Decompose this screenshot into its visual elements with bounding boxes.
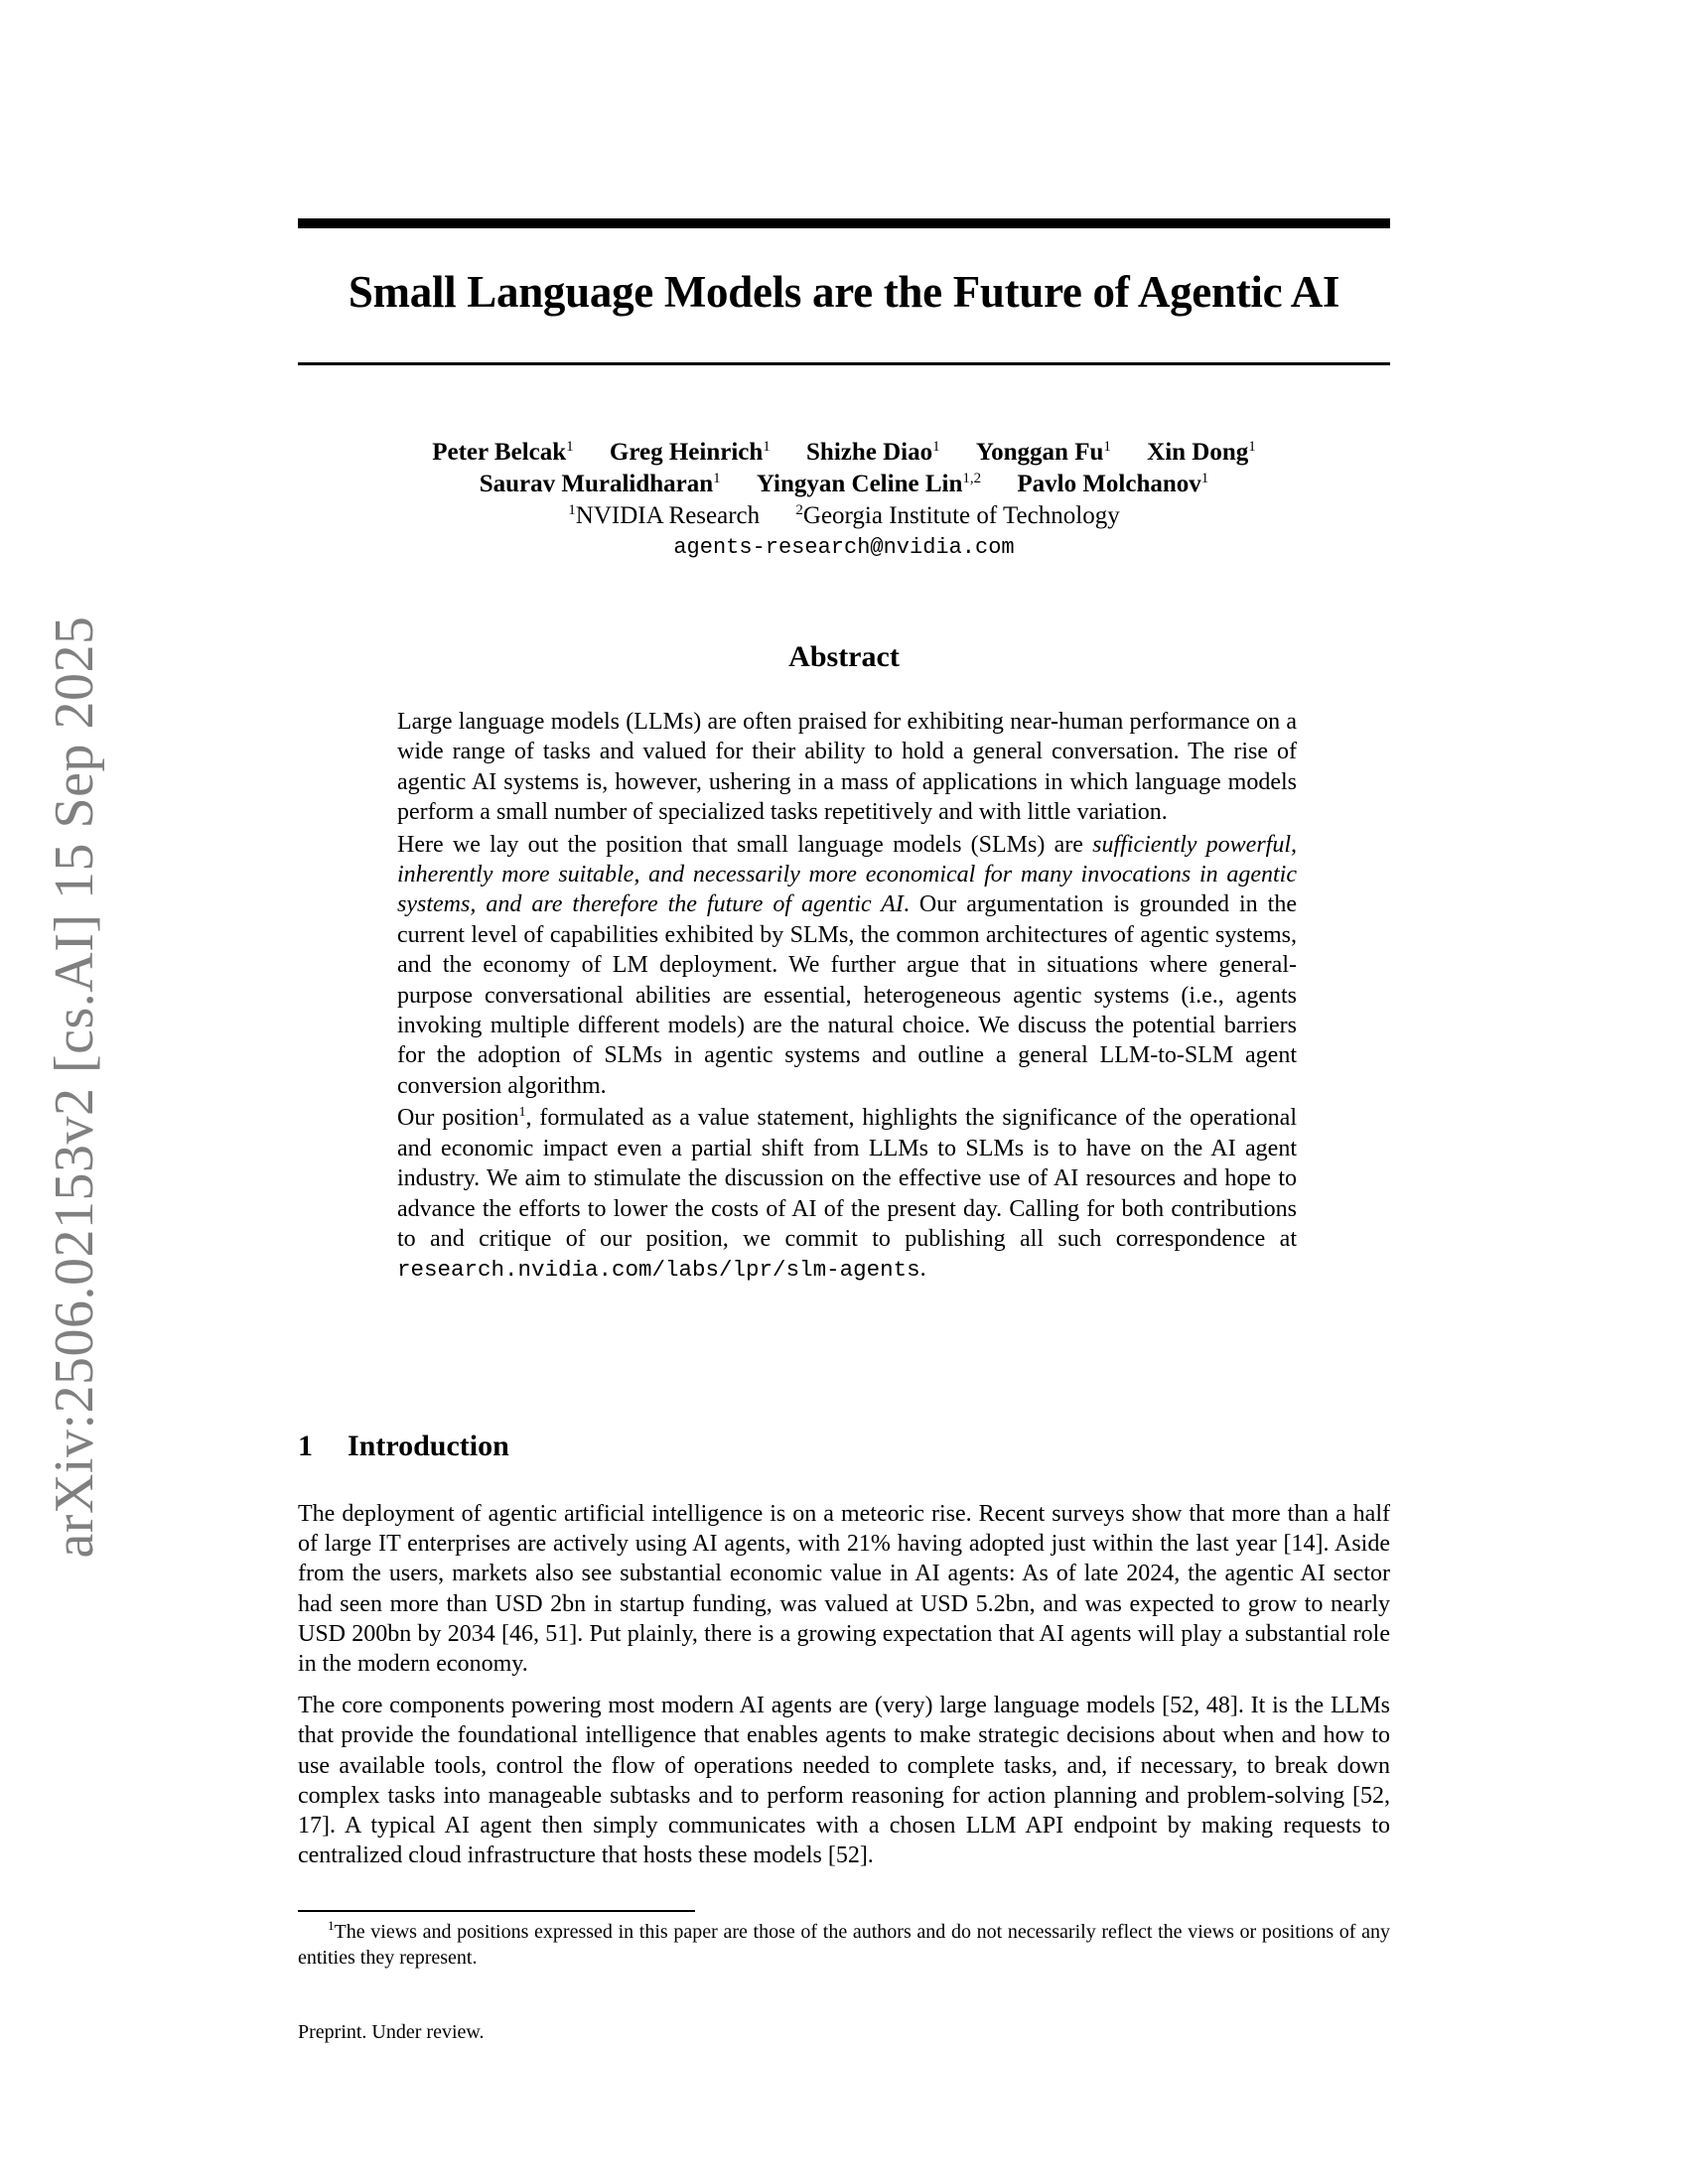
author-affil-mark: 1,2 [962,471,982,486]
abstract-heading: Abstract [788,640,900,673]
introduction-body [298,1499,1390,1882]
text-span: Our position [397,1105,519,1132]
author-name: Pavlo Molchanov [1017,471,1201,497]
author-row-2 [298,469,1390,500]
affil-mark: 2 [795,502,803,518]
title-rule-bottom [298,362,1390,365]
text-span: . Our argumentation is grounded in the current level of capabilities exhibited by SLMs, the common architectures of agentic systems, and the economy of LM deployment. We further argue that in situations where general-purpose conversational abilities are essential, heterogeneous agentic systems (i.e., agents invoking multiple different models) are the natural choice. We discuss the potential barriers for the adoption of SLMs in agentic systems and outline a general LLM-to-SLM agent conversion algorithm. [397,891,1298,1099]
author-name: Yingyan Celine Lin [756,471,963,497]
text-span: , formulated as a value statement, highlights the significance of the operational and economic impact even a partial shift from LLMs to SLMs is to have on the AI agent industry. We aim to stimulate the discussion on the effective use of AI resources and hope to advance the efforts to lower the costs of AI of the present day. Calling for both contributions to and critique of our position, we commit to publishing all such correspondence at [397,1105,1298,1252]
abstract-paragraph: Large language models (LLMs) are often praised for exhibiting near-human performance on a wide range of tasks and valued for their ability to hold a general conversation. The rise of agentic AI systems is, however, ushering in a mass of applications in which language models perform a small number of specialized tasks repetitively and with little variation. [397,709,1297,826]
author-name: Saurav Muralidharan [479,471,714,497]
author-affil-mark: 1 [932,439,940,455]
section-title: Introduction [348,1430,509,1462]
arxiv-stamp: arXiv:2506.02153v2 [cs.AI] 15 Sep 2025 [44,615,105,1559]
author-affil-mark: 1 [713,471,721,486]
footnote-mark[interactable]: 1 [518,1105,526,1121]
body-paragraph: The deployment of agentic artificial intelligence is on a meteoric rise. Recent surveys show that more than a half of large IT enterprises are actively using AI agents, with 21% having adopted just within the last year [14]. Aside from the users, markets also see substantial economic value in AI agents: As of late 2024, the agentic AI sector had seen more than USD 2bn in startup funding, was valued at USD 5.2bn, and was expected to grow to nearly USD 200bn by 2034 [46, 51]. Put plainly, there is a growing expectation that AI agents will play a substantial role in the modern economy. [298,1501,1390,1678]
author-block [298,437,1390,564]
author-affil-mark: 1 [763,439,771,455]
author-name: Peter Belcak [432,439,567,466]
abstract-paragraph [397,1103,1297,1285]
affiliation: Georgia Institute of Technology [802,502,1120,529]
author-affil-mark: 1 [566,439,574,455]
footnote-rule [298,1910,695,1912]
footnote [298,1919,1390,1971]
section-heading-introduction [298,1430,509,1463]
author-name: Greg Heinrich [609,439,764,466]
preprint-note: Preprint. Under review. [298,2021,485,2043]
position-statement: sufficiently powerful, inherently more suitable, and necessarily more economical for many invocations in agentic systems, and are therefore the future of agentic AI [397,831,1298,918]
abstract-body [397,707,1297,1288]
author-affil-mark: 1 [1248,439,1256,455]
footnote-text: The views and positions expressed in this paper are those of the authors and do not necessarily reflect the views or positions of any entities they represent. [298,1921,1390,1969]
author-name: Yonggan Fu [975,439,1104,466]
abstract-paragraph [397,830,1297,1102]
paper-title: Small Language Models are the Future of Agentic AI [348,267,1340,317]
affiliations [298,500,1390,532]
section-number: 1 [298,1430,313,1462]
title-rule-top [298,218,1390,228]
author-row-1 [298,437,1390,469]
affiliation: NVIDIA Research [575,502,761,529]
text-span: Here we lay out the position that small language models (SLMs) are [397,831,1093,858]
project-url[interactable]: research.nvidia.com/labs/lpr/slm-agents [397,1257,920,1284]
author-affil-mark: 1 [1200,471,1209,486]
author-affil-mark: 1 [1103,439,1111,455]
affil-mark: 1 [568,502,576,518]
author-name: Shizhe Diao [806,439,933,466]
contact-email[interactable]: agents-research@nvidia.com [673,535,1015,560]
footnote-mark: 1 [328,1918,335,1933]
body-paragraph: The core components powering most modern AI agents are (very) large language models [52, 48]. It is the LLMs that provide the foundational intelligence that enables agents to make strategic decisions about when and how to use available tools, control the flow of operations needed to complete tasks, and, if necessary, to break down complex tasks into manageable subtasks and to perform reasoning for action planning and problem-solving [52, 17]. A typical AI agent then simply communicates with a chosen LLM API endpoint by making requests to centralized cloud infrastructure that hosts these models [52]. [298,1693,1390,1869]
text-span: . [919,1256,926,1283]
author-name: Xin Dong [1147,439,1249,466]
